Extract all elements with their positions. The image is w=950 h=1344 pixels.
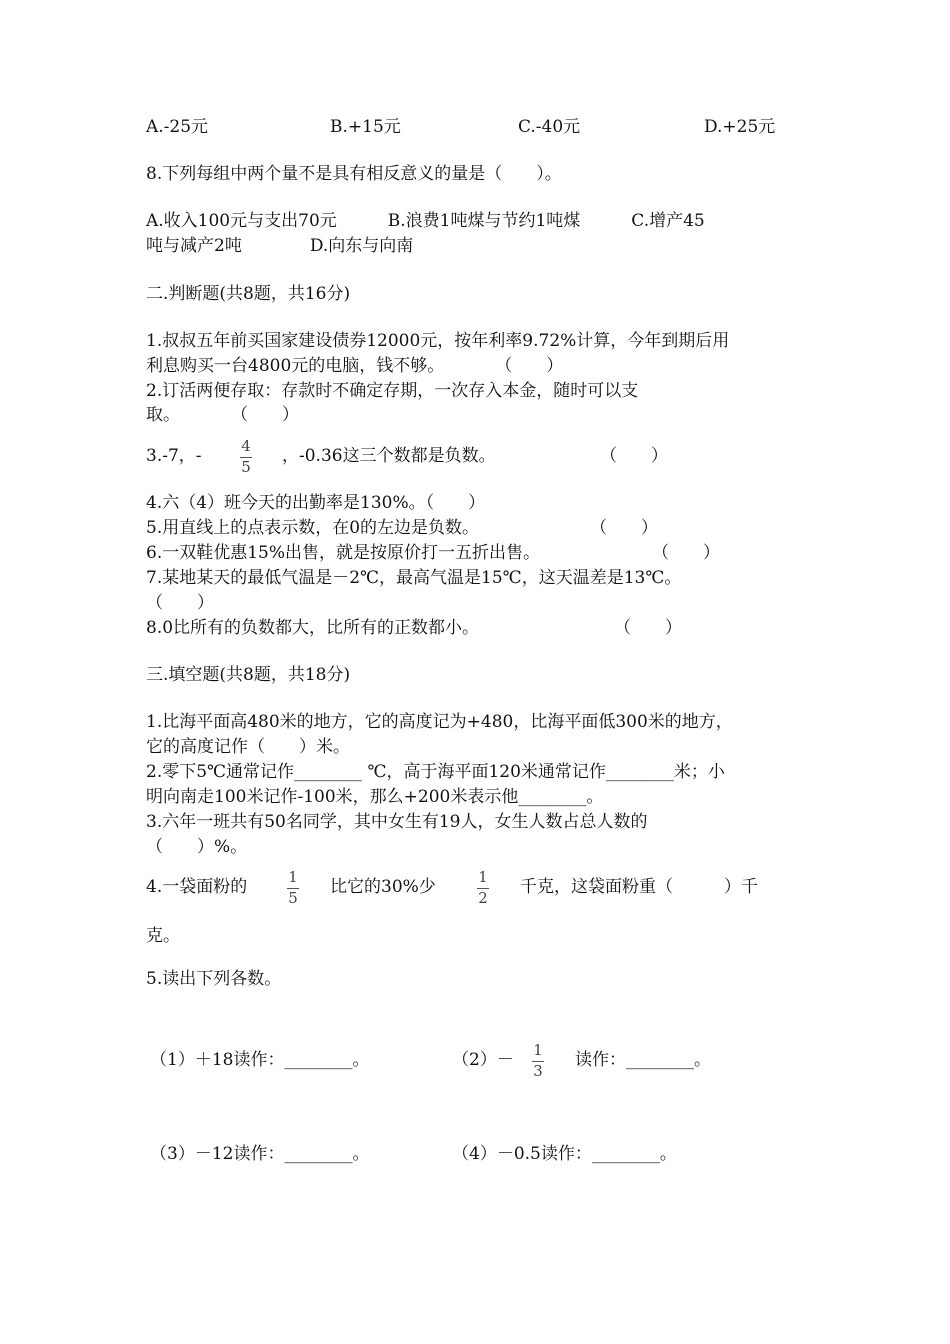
section3-title: 三.填空题(共8题，共18分) [146,665,351,685]
s3-q4-line2: 克。 [146,926,180,946]
s3-q5-item2-prefix: （2）－ [452,1050,514,1070]
s3-q1-line1: 1.比海平面高480米的地方，它的高度记为+480，比海平面低300米的地方， [146,712,733,732]
q8-stem: 8.下列每组中两个量不是具有相反意义的量是（ ）。 [146,164,562,184]
s2-q4: 4.六（4）班今天的出勤率是130%。（ ） [146,493,486,513]
fraction-denominator: 5 [241,458,251,476]
s2-q2-line2: 取。 （ ） [146,405,299,425]
s3-q5-item2-fraction [532,1042,544,1080]
fraction-denominator: 3 [533,1062,543,1080]
fraction-numerator: 1 [533,1041,543,1059]
s2-q3-fraction [240,438,252,476]
s3-q3-line2: （ ）%。 [146,837,248,857]
fraction-denominator: 5 [288,889,298,907]
option-a: A.-25元 [146,117,209,137]
option-c: C.-40元 [518,117,581,137]
s2-q6-paren: （ ） [652,543,720,563]
s3-q4-fraction1 [287,869,299,907]
q8-options-line1: A.收入100元与支出70元 B.浪费1吨煤与节约1吨煤 C.增产45 [146,211,705,231]
s3-q2-line2: 明向南走100米记作-100米，那么+200米表示他________。 [146,787,604,807]
s3-q4-part3: 千克，这袋面粉重（ ）千 [520,877,758,897]
s3-q5-item4: （4）－0.5读作：________。 [452,1144,677,1164]
s2-q6-text: 6.一双鞋优惠15%出售，就是按原价打一五折出售。 [146,543,541,563]
option-b: B.+15元 [330,117,401,137]
s2-q5-text: 5.用直线上的点表示数，在0的左边是负数。 [146,518,480,538]
s3-q2-line1: 2.零下5℃通常记作________ ℃，高于海平面120米通常记作________米；小 [146,762,725,782]
option-d: D.+25元 [704,117,776,137]
s2-q8-text: 8.0比所有的负数都大，比所有的正数都小。 [146,618,480,638]
fraction-numerator: 1 [288,868,298,886]
s2-q3-suffix: ，-0.36这三个数都是负数。 [282,446,496,466]
s3-q3-line1: 3.六年一班共有50名同学，其中女生有19人，女生人数占总人数的 [146,812,648,832]
section2-title: 二.判断题(共8题，共16分) [146,284,351,304]
s3-q5-item3: （3）－12读作：________。 [150,1144,370,1164]
s2-q1-line2: 利息购买一台4800元的电脑，钱不够。 （ ） [146,356,564,376]
s2-q1-line1: 1.叔叔五年前买国家建设债券12000元，按年利率9.72%计算，今年到期后用 [146,331,730,351]
fraction-numerator: 1 [478,868,488,886]
s3-q5-item1: （1）＋18读作：________。 [150,1050,370,1070]
s2-q7-line1: 7.某地某天的最低气温是－2℃，最高气温是15℃，这天温差是13℃。 [146,568,682,588]
fraction-numerator: 4 [241,437,251,455]
s2-q5-paren: （ ） [590,518,658,538]
s3-q1-line2: 它的高度记作（ ）米。 [146,737,350,757]
s2-q8-paren: （ ） [614,618,682,638]
s2-q7-line2: （ ） [146,593,214,613]
s2-q2-line1: 2.订活两便存取：存款时不确定存期，一次存入本金，随时可以支 [146,381,639,401]
s3-q5-item2-suffix: 读作：________。 [575,1050,711,1070]
fraction-denominator: 2 [478,889,488,907]
s3-q5: 5.读出下列各数。 [146,969,282,989]
s3-q4-part1: 4.一袋面粉的 [146,877,248,897]
s3-q4-part2: 比它的30%少 [330,877,436,897]
q8-options-line2: 吨与减产2吨 D.向东与向南 [146,236,414,256]
s2-q3-prefix: 3.-7，- [146,446,202,466]
s3-q4-fraction2 [477,869,489,907]
s2-q3-paren: （ ） [600,446,668,466]
